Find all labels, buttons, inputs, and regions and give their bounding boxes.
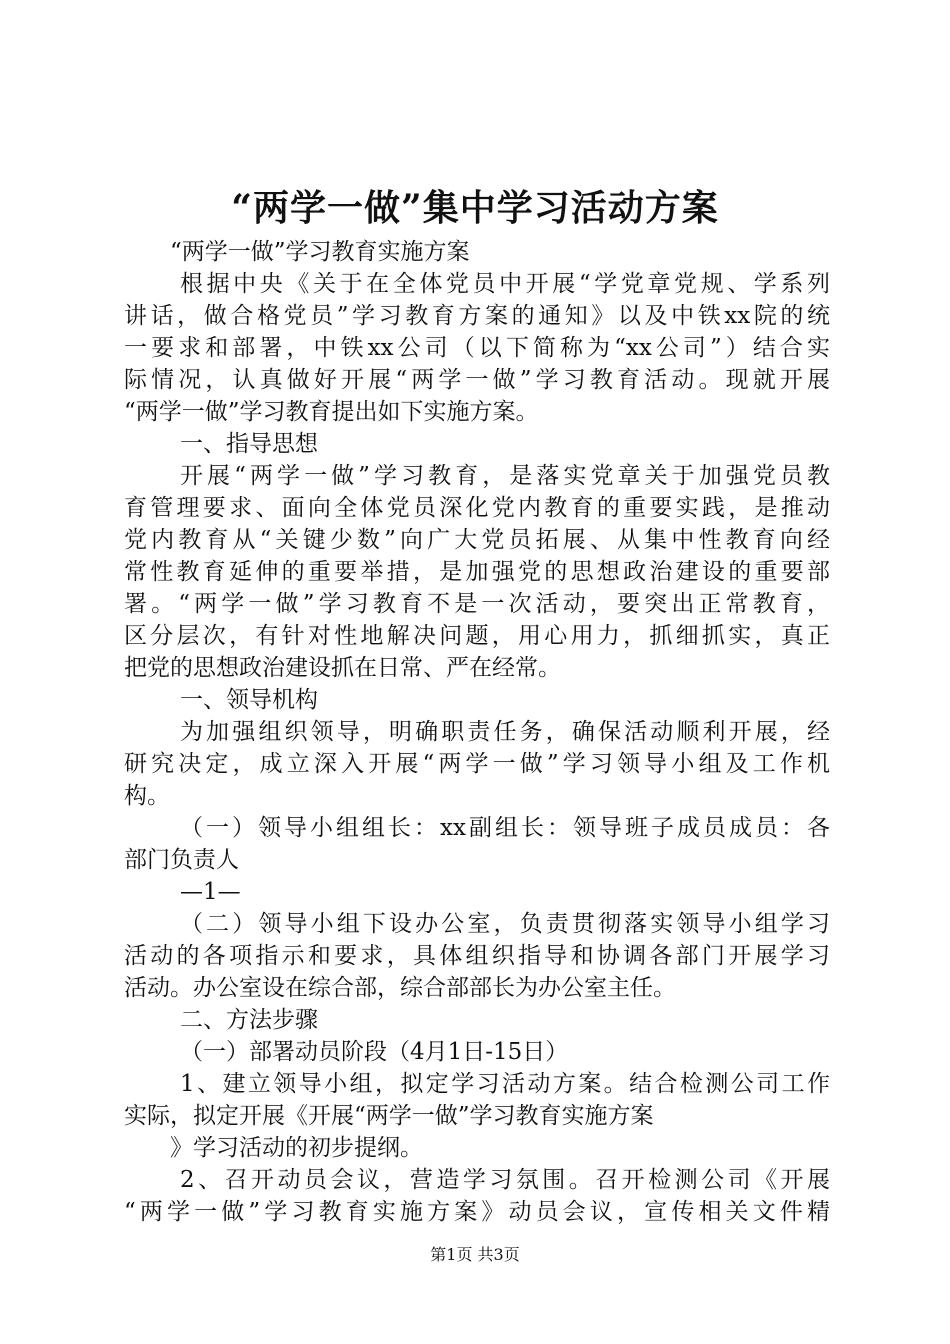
paragraph-line: 一要求和部署，中铁xx公司（以下简称为“xx公司”）结合实 <box>124 335 830 361</box>
paragraph-line: 区分层次，有针对性地解决问题，用心用力，抓细抓实，真正 <box>124 623 830 649</box>
paragraph-line: 把党的思想政治建设抓在日常、严在经常。 <box>124 655 561 681</box>
document-body <box>124 236 830 1228</box>
paragraph-line: 活动的各项指示和要求，具体组织指导和协调各部门开展学习 <box>124 943 830 969</box>
page-footer: 第1页 共3页 <box>430 1245 520 1264</box>
paragraph-line: 际情况，认真做好开展“两学一做”学习教育活动。现就开展 <box>124 367 830 393</box>
section-heading: 二、方法步骤 <box>180 1007 318 1033</box>
paragraph-line: “两学一做”学习教育实施方案》动员会议，宣传相关文件精 <box>124 1199 830 1225</box>
paragraph-line: 开展“两学一做”学习教育，是落实党章关于加强党员教 <box>180 463 830 489</box>
paragraph-line: 2、召开动员会议，营造学习氛围。召开检测公司《开展 <box>180 1167 830 1193</box>
section-heading: 一、领导机构 <box>180 687 318 713</box>
paragraph-line: “两学一做”学习教育提出如下实施方案。 <box>124 399 539 425</box>
subsection-heading: （一）部署动员阶段（4月1日-15日） <box>180 1039 569 1065</box>
paragraph-line: 活动。办公室设在综合部，综合部部长为办公室主任。 <box>124 975 676 1001</box>
paragraph-line: 党内教育从“关键少数”向广大党员拓展、从集中性教育向经 <box>124 527 830 553</box>
paragraph-line: 育管理要求、面向全体党员深化党内教育的重要实践，是推动 <box>124 495 830 521</box>
paragraph-line: 》学习活动的初步提纲。 <box>170 1135 423 1161</box>
section-heading: 一、指导思想 <box>180 431 318 457</box>
paragraph-line: 部门负责人 <box>124 847 239 873</box>
paragraph-line: 根据中央《关于在全体党员中开展“学党章党规、学系列 <box>180 271 830 297</box>
paragraph-line: 实际，拟定开展《开展“两学一做”学习教育实施方案 <box>124 1103 654 1129</box>
paragraph-line: 构。 <box>124 783 170 809</box>
paragraph-line: 署。“两学一做”学习教育不是一次活动，要突出正常教育， <box>124 591 830 617</box>
document-title: “两学一做”集中学习活动方案 <box>231 187 719 229</box>
paragraph-line: 常性教育延伸的重要举措，是加强党的思想政治建设的重要部 <box>124 559 830 585</box>
paragraph-line: （一）领导小组组长：xx副组长：领导班子成员成员：各 <box>180 815 830 841</box>
paragraph-line: （二）领导小组下设办公室，负责贯彻落实领导小组学习 <box>180 911 830 937</box>
paragraph-line: 研究决定，成立深入开展“两学一做”学习领导小组及工作机 <box>124 751 830 777</box>
paragraph-line: 1、建立领导小组，拟定学习活动方案。结合检测公司工作 <box>180 1071 830 1097</box>
inline-page-marker: —1— <box>180 879 241 905</box>
paragraph-line: 为加强组织领导，明确职责任务，确保活动顺利开展，经 <box>180 719 830 745</box>
subtitle-line: “两学一做”学习教育实施方案 <box>170 239 470 265</box>
paragraph-line: 讲话，做合格党员”学习教育方案的通知》以及中铁xx院的统 <box>124 303 830 329</box>
